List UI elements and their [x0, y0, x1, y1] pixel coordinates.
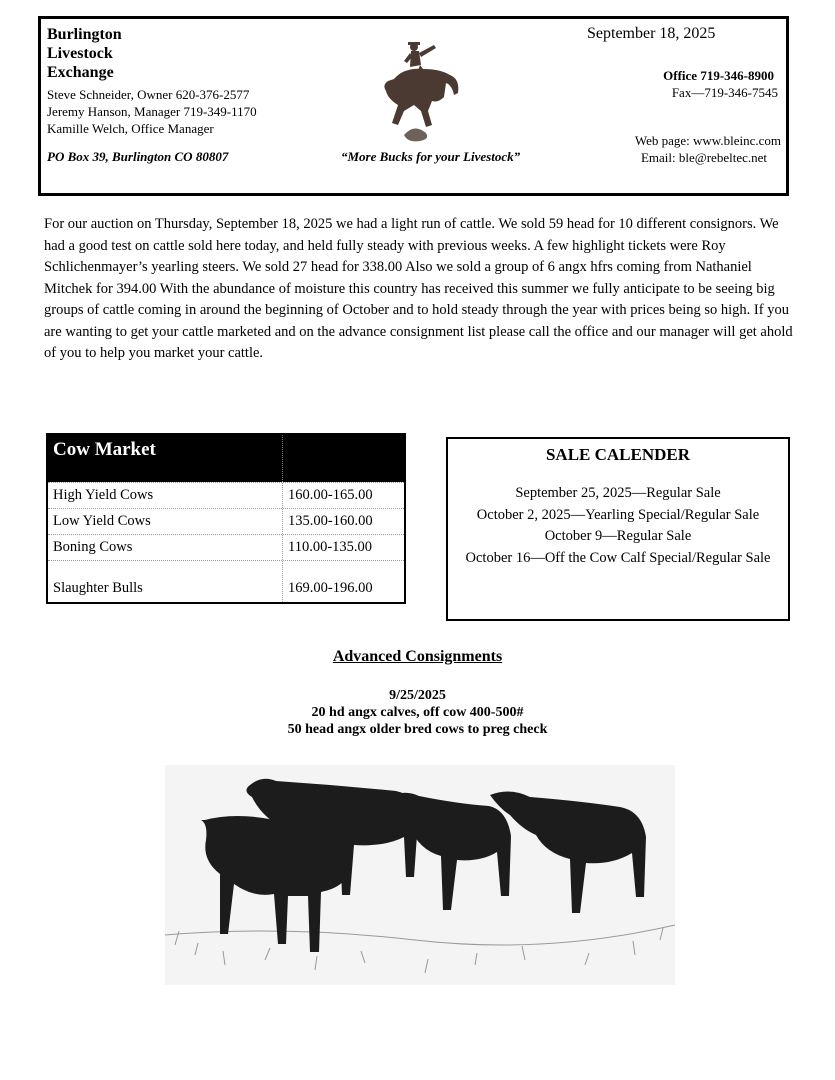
cow-market-header: [48, 435, 404, 482]
sale-calendar-list: [448, 483, 788, 569]
cow-market-title: Cow Market: [48, 435, 283, 482]
business-name-line3: Exchange: [47, 64, 114, 81]
cow-class: Boning Cows: [48, 535, 283, 560]
price-range: 110.00-135.00: [288, 539, 373, 555]
po-box: PO Box 39, Burlington CO 80807: [47, 149, 229, 164]
cow-market-table: [46, 433, 406, 604]
table-row: [48, 482, 404, 508]
office-phone: Office 719-346-8900: [663, 68, 774, 83]
consignment-item: 20 hd angx calves, off cow 400-500#: [311, 705, 524, 720]
business-name: [47, 25, 122, 82]
cattle-illustration: [165, 765, 675, 985]
advanced-consignments-title: Advanced Consignments: [332, 648, 503, 665]
consignment-date: 9/25/2025: [389, 688, 446, 703]
calendar-item: October 2, 2025—Yearling Special/Regular Sale: [476, 506, 760, 523]
bronc-rider-logo: [374, 39, 464, 143]
manager-line: Jeremy Hanson, Manager 719-349-1170: [47, 104, 257, 119]
office-manager-line: Kamille Welch, Office Manager: [47, 121, 214, 136]
calendar-item: September 25, 2025—Regular Sale: [515, 485, 721, 501]
sale-calendar-box: [446, 437, 790, 621]
email-address[interactable]: Email: ble@rebeltec.net: [640, 150, 767, 165]
staff-list: [47, 86, 257, 137]
cow-class: Slaughter Bulls: [48, 561, 283, 602]
consignment-item: 50 head angx older bred cows to preg check: [287, 722, 548, 737]
slogan: “More Bucks for your Livestock”: [341, 149, 521, 164]
price-range: 169.00-196.00: [288, 580, 373, 596]
letterhead: [38, 16, 789, 196]
fax-number: Fax—719-346-7545: [671, 85, 778, 100]
report-date: September 18, 2025: [587, 25, 716, 42]
sale-calendar-title: SALE CALENDER: [545, 445, 691, 464]
web-page[interactable]: Web page: www.bleinc.com: [634, 133, 781, 148]
calendar-item: October 16—Off the Cow Calf Special/Regular Sale: [465, 549, 771, 566]
table-row: [48, 560, 404, 602]
table-row: [48, 534, 404, 560]
price-range: 160.00-165.00: [288, 487, 373, 503]
market-report-paragraph: For our auction on Thursday, September 18, 2025 we had a light run of cattle. We sold 59 head for 10 different consignors. We had a good test on cattle sold here today, and held fully steady with previous weeks. A few highlight tickets were Roy Schlichenmayer’s yearling steers. We sold 27 head for 338.00 Also we sold a group of 6 angx hfrs coming from Nathaniel Mitchek for 394.00 With the abundance of moisture this country has received this summer we fully anticipate to be seeing big groups of cattle coming in around the beginning of October and to hold steady through the year with prices being so high. If you are wanting to get your cattle marketed and on the advance consignment list please call the office and our manager will get ahold of you to help you market your cattle.: [44, 216, 793, 361]
cow-class: Low Yield Cows: [48, 509, 283, 534]
table-row: [48, 508, 404, 534]
business-name-line1: Burlington: [47, 26, 122, 43]
price-range: 135.00-160.00: [288, 513, 373, 529]
consignment-list: [0, 687, 835, 738]
owner-line: Steve Schneider, Owner 620-376-2577: [47, 87, 250, 102]
calendar-item: October 9—Regular Sale: [544, 528, 692, 544]
business-name-line2: Livestock: [47, 45, 113, 62]
cow-class: High Yield Cows: [48, 483, 283, 508]
